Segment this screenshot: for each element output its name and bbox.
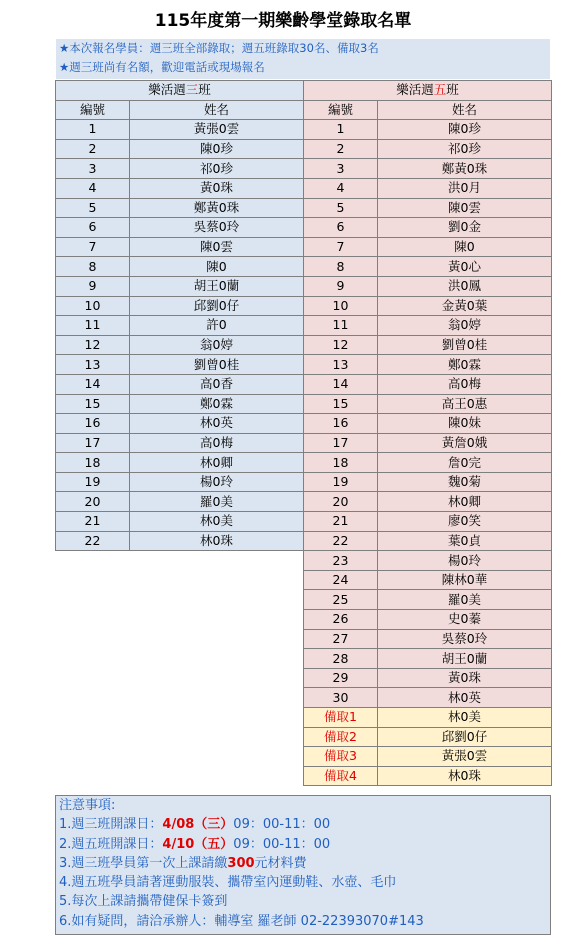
table-row — [56, 296, 304, 316]
table-row — [56, 237, 304, 257]
table-row — [56, 394, 304, 414]
table-row — [56, 178, 304, 198]
table-row — [56, 218, 304, 238]
row-name: 黃0珠 — [130, 178, 304, 198]
row-number: 26 — [304, 610, 378, 630]
table-row — [304, 551, 552, 571]
table-row — [304, 120, 552, 140]
note-1: 1.週三班開課日：4/08（三）09：00-11：00 — [59, 817, 331, 833]
row-number: 20 — [304, 492, 378, 512]
row-number: 30 — [304, 688, 378, 708]
notice-line-2: ★週三班尚有名額，歡迎電話或現場報名 — [59, 60, 265, 74]
row-name: 林0珠 — [130, 531, 304, 551]
row-name: 胡王0蘭 — [378, 649, 552, 669]
row-number: 25 — [304, 590, 378, 610]
table-row — [304, 178, 552, 198]
note-5: 5.每次上課請攜帶健保卡簽到 — [59, 894, 228, 910]
table-row — [304, 394, 552, 414]
row-name: 林0美 — [130, 512, 304, 532]
note-2: 2.週五班開課日：4/10（五）09：00-11：00 — [59, 836, 331, 852]
row-name: 楊0玲 — [130, 472, 304, 492]
row-number: 9 — [56, 276, 130, 296]
row-name: 金黃0葉 — [378, 296, 552, 316]
row-name: 林0卿 — [378, 492, 552, 512]
row-name: 翁0婷 — [130, 335, 304, 355]
table-row — [304, 766, 552, 786]
row-name: 鄭黃0珠 — [378, 159, 552, 179]
table-row — [56, 472, 304, 492]
row-number: 7 — [56, 237, 130, 257]
table-row — [56, 276, 304, 296]
row-number: 11 — [304, 316, 378, 336]
table-row — [304, 668, 552, 688]
row-number: 9 — [304, 276, 378, 296]
row-number: 10 — [304, 296, 378, 316]
note-1-date: 4/08（三） — [162, 817, 234, 833]
wednesday-day-highlight: 三 — [185, 82, 199, 98]
row-number: 20 — [56, 492, 130, 512]
row-number: 16 — [56, 414, 130, 434]
table-row — [304, 492, 552, 512]
row-name: 史0蓁 — [378, 610, 552, 630]
row-name: 許0 — [130, 316, 304, 336]
row-number: 13 — [56, 355, 130, 375]
row-number: 22 — [56, 531, 130, 551]
row-name: 陳0珍 — [378, 120, 552, 140]
friday-class-table — [303, 80, 552, 786]
row-number: 2 — [304, 139, 378, 159]
row-name: 劉曾0桂 — [130, 355, 304, 375]
row-name: 黃0珠 — [378, 668, 552, 688]
table-row — [304, 276, 552, 296]
row-number: 14 — [56, 374, 130, 394]
row-name: 高王0惠 — [378, 394, 552, 414]
row-number: 23 — [304, 551, 378, 571]
row-number: 4 — [304, 178, 378, 198]
row-name: 劉0金 — [378, 218, 552, 238]
row-number: 5 — [304, 198, 378, 218]
table-row — [304, 198, 552, 218]
friday-class-title-row — [304, 81, 552, 101]
row-number: 7 — [304, 237, 378, 257]
table-row — [304, 257, 552, 277]
note-3: 3.週三班學員第一次上課請繳300元材料費 — [59, 855, 307, 871]
row-number: 6 — [56, 218, 130, 238]
friday-class-title: 樂活週五班 — [304, 81, 552, 101]
row-number: 18 — [304, 453, 378, 473]
row-name: 陳0雲 — [378, 198, 552, 218]
row-number: 12 — [56, 335, 130, 355]
row-name: 林0英 — [130, 414, 304, 434]
column-header-name: 姓名 — [378, 100, 552, 120]
table-row — [304, 629, 552, 649]
table-row — [56, 198, 304, 218]
row-name: 祁0珍 — [130, 159, 304, 179]
row-name: 魏0菊 — [378, 472, 552, 492]
column-header-name: 姓名 — [130, 100, 304, 120]
table-row — [304, 218, 552, 238]
row-number: 3 — [56, 159, 130, 179]
table-row — [56, 492, 304, 512]
row-name: 廖0笑 — [378, 512, 552, 532]
table-row — [304, 453, 552, 473]
row-name: 鄭0霖 — [378, 355, 552, 375]
row-name: 陳0 — [378, 237, 552, 257]
table-row — [56, 139, 304, 159]
row-number: 17 — [56, 433, 130, 453]
row-number: 6 — [304, 218, 378, 238]
table-row — [304, 590, 552, 610]
row-number: 1 — [56, 120, 130, 140]
table-row — [304, 139, 552, 159]
row-number: 17 — [304, 433, 378, 453]
row-number: 13 — [304, 355, 378, 375]
table-row — [304, 688, 552, 708]
table-row — [304, 570, 552, 590]
row-name: 葉0貞 — [378, 531, 552, 551]
friday-header-row — [304, 100, 552, 120]
row-name: 胡王0蘭 — [130, 276, 304, 296]
row-number: 15 — [304, 394, 378, 414]
row-number: 27 — [304, 629, 378, 649]
table-row — [304, 316, 552, 336]
wednesday-header-row — [56, 100, 304, 120]
row-name: 羅0美 — [378, 590, 552, 610]
row-number: 備取1 — [304, 708, 378, 728]
table-row — [304, 610, 552, 630]
row-name: 吳蔡0玲 — [130, 218, 304, 238]
row-name: 鄭0霖 — [130, 394, 304, 414]
table-row — [304, 531, 552, 551]
note-4: 4.週五班學員請著運動服裝、攜帶室內運動鞋、水壺、毛巾 — [59, 875, 397, 891]
notes-heading: 注意事項: — [59, 798, 116, 813]
row-number: 15 — [56, 394, 130, 414]
row-name: 黃張0雲 — [130, 120, 304, 140]
table-row — [56, 374, 304, 394]
row-name: 洪0月 — [378, 178, 552, 198]
column-header-number: 編號 — [304, 100, 378, 120]
table-row — [304, 374, 552, 394]
row-number: 備取3 — [304, 747, 378, 767]
row-number: 21 — [56, 512, 130, 532]
row-name: 黃詹0娥 — [378, 433, 552, 453]
row-name: 楊0玲 — [378, 551, 552, 571]
column-header-number: 編號 — [56, 100, 130, 120]
row-name: 林0珠 — [378, 766, 552, 786]
row-name: 林0英 — [378, 688, 552, 708]
table-row — [304, 433, 552, 453]
row-name: 羅0美 — [130, 492, 304, 512]
row-number: 1 — [304, 120, 378, 140]
row-name: 劉曾0桂 — [378, 335, 552, 355]
note-6: 6.如有疑問，請洽承辦人：輔導室 羅老師 02-22393070#143 — [59, 913, 424, 929]
table-row — [304, 708, 552, 728]
table-row — [56, 453, 304, 473]
row-name: 洪0鳳 — [378, 276, 552, 296]
row-number: 備取2 — [304, 727, 378, 747]
row-number: 14 — [304, 374, 378, 394]
row-name: 邱劉0仔 — [130, 296, 304, 316]
notice-line-1: ★本次報名學員：週三班全部錄取；週五班錄取30名、備取3名 — [59, 41, 379, 55]
row-number: 16 — [304, 414, 378, 434]
notes-section — [55, 795, 551, 935]
row-name: 陳0雲 — [130, 237, 304, 257]
table-row — [304, 727, 552, 747]
table-row — [304, 747, 552, 767]
row-name: 高0梅 — [130, 433, 304, 453]
table-row — [56, 512, 304, 532]
row-number: 18 — [56, 453, 130, 473]
row-name: 祁0珍 — [378, 139, 552, 159]
row-number: 22 — [304, 531, 378, 551]
row-name: 黃張0雲 — [378, 747, 552, 767]
table-row — [56, 531, 304, 551]
wednesday-class-title: 樂活週三班 — [56, 81, 304, 101]
table-row — [56, 414, 304, 434]
row-name: 陳0珍 — [130, 139, 304, 159]
table-row — [56, 316, 304, 336]
note-3-amount: 300 — [227, 855, 255, 871]
row-number: 24 — [304, 570, 378, 590]
row-number: 4 — [56, 178, 130, 198]
row-name: 邱劉0仔 — [378, 727, 552, 747]
wednesday-class-table — [55, 80, 304, 551]
table-row — [304, 237, 552, 257]
table-row — [56, 120, 304, 140]
row-name: 黃0心 — [378, 257, 552, 277]
table-row — [304, 472, 552, 492]
table-row — [56, 335, 304, 355]
page-title: 115年度第一期樂齡學堂錄取名單 — [154, 11, 412, 31]
table-row — [56, 159, 304, 179]
table-row — [304, 512, 552, 532]
row-number: 29 — [304, 668, 378, 688]
row-number: 8 — [56, 257, 130, 277]
table-row — [304, 296, 552, 316]
table-row — [304, 159, 552, 179]
row-number: 12 — [304, 335, 378, 355]
row-number: 19 — [304, 472, 378, 492]
row-name: 林0美 — [378, 708, 552, 728]
row-name: 詹0完 — [378, 453, 552, 473]
row-name: 鄭黃0珠 — [130, 198, 304, 218]
table-row — [304, 335, 552, 355]
row-name: 陳0妹 — [378, 414, 552, 434]
note-2-date: 4/10（五） — [162, 836, 234, 852]
friday-day-highlight: 五 — [433, 82, 447, 98]
row-number: 28 — [304, 649, 378, 669]
table-row — [304, 649, 552, 669]
table-row — [304, 355, 552, 375]
table-row — [56, 355, 304, 375]
row-name: 高0梅 — [378, 374, 552, 394]
table-row — [56, 433, 304, 453]
row-number: 2 — [56, 139, 130, 159]
wednesday-class-title-row — [56, 81, 304, 101]
row-name: 陳0 — [130, 257, 304, 277]
row-number: 3 — [304, 159, 378, 179]
row-number: 8 — [304, 257, 378, 277]
row-name: 林0卿 — [130, 453, 304, 473]
row-number: 11 — [56, 316, 130, 336]
row-name: 陳林0華 — [378, 570, 552, 590]
row-name: 翁0婷 — [378, 316, 552, 336]
row-number: 19 — [56, 472, 130, 492]
row-number: 備取4 — [304, 766, 378, 786]
table-row — [56, 257, 304, 277]
notice-banner — [56, 39, 550, 79]
row-name: 高0香 — [130, 374, 304, 394]
row-number: 5 — [56, 198, 130, 218]
row-number: 21 — [304, 512, 378, 532]
table-row — [304, 414, 552, 434]
row-number: 10 — [56, 296, 130, 316]
row-name: 吳蔡0玲 — [378, 629, 552, 649]
